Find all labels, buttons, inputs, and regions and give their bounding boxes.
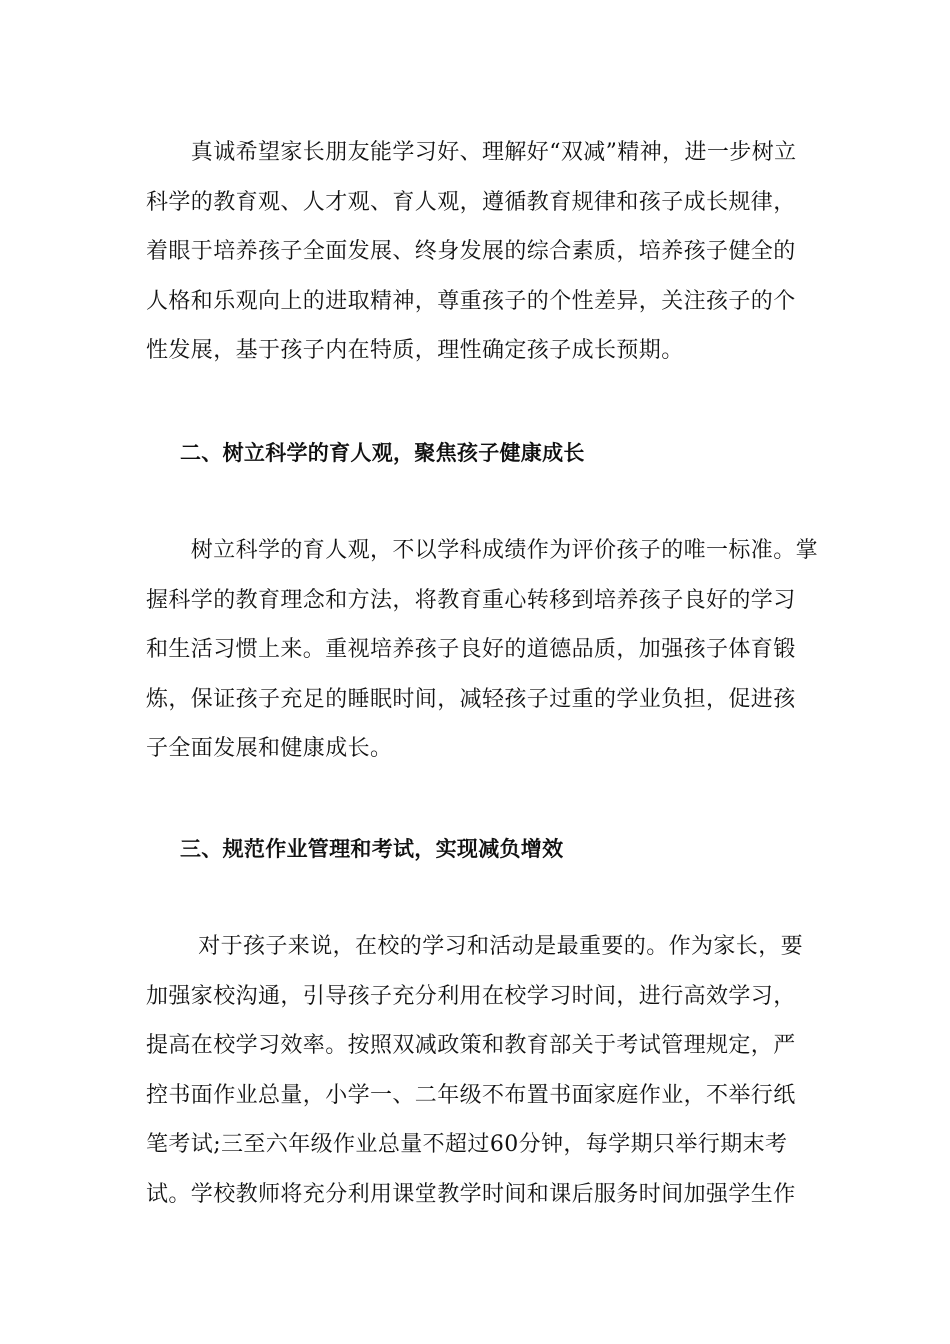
paragraph-line: 树立科学的育人观，不以学科成绩作为评价孩子的唯一标准。掌	[146, 538, 819, 563]
paragraph-line: 试。学校教师将充分利用课堂教学时间和课后服务时间加强学生作	[146, 1181, 796, 1207]
paragraph-homework-management	[146, 922, 808, 1219]
paragraph-line: 炼，保证孩子充足的睡眠时间，减轻孩子过重的学业负担，促进孩	[146, 686, 796, 712]
paragraph-line: 科学的教育观、人才观、育人观，遵循教育规律和孩子成长规律，	[146, 189, 796, 215]
paragraph-line: 对于孩子来说，在校的学习和活动是最重要的。作为家长，要	[146, 934, 803, 959]
paragraph-line: 人格和乐观向上的进取精神，尊重孩子的个性差异，关注孩子的个	[146, 288, 796, 314]
section-heading-3: 三、规范作业管理和考试，实现减负增效	[180, 836, 564, 861]
paragraph-line: 提高在校学习效率。按照双减政策和教育部关于考试管理规定，严	[146, 1033, 796, 1058]
paragraph-scientific-education	[146, 526, 819, 774]
paragraph-line: 着眼于培养孩子全面发展、终身发展的综合素质，培养孩子健全的	[146, 239, 796, 264]
paragraph-line: 真诚希望家长朋友能学习好、理解好“双减”精神，进一步树立	[146, 140, 797, 165]
paragraph-line: 握科学的教育理念和方法，将教育重心转移到培养孩子良好的学习	[146, 587, 796, 613]
paragraph-line: 和生活习惯上来。重视培养孩子良好的道德品质，加强孩子体育锻	[146, 637, 796, 662]
paragraph-line: 子全面发展和健康成长。	[146, 736, 393, 761]
paragraph-line: 加强家校沟通，引导孩子充分利用在校学习时间，进行高效学习，	[146, 983, 796, 1009]
paragraph-double-reduction-spirit	[146, 128, 808, 376]
paragraph-line: 性发展，基于孩子内在特质，理性确定孩子成长预期。	[146, 338, 684, 363]
paragraph-line: 控书面作业总量，小学一、二年级不布置书面家庭作业，不举行纸	[146, 1082, 796, 1108]
section-heading-2: 二、树立科学的育人观，聚焦孩子健康成长	[180, 440, 585, 465]
paragraph-line: 笔考试;三至六年级作业总量不超过60分钟，每学期只举行期末考	[146, 1132, 788, 1157]
